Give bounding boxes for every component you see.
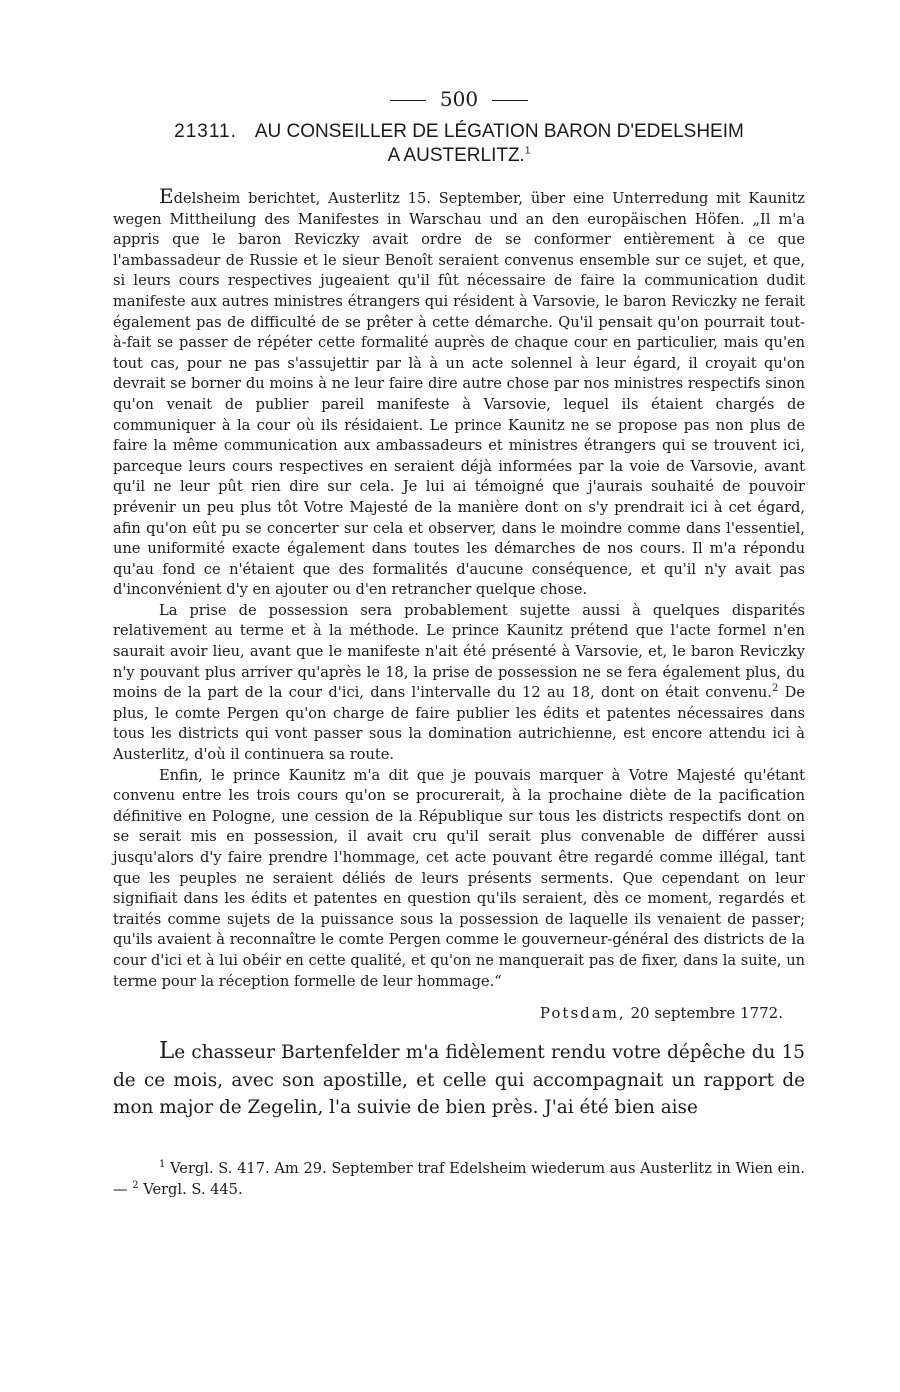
page-number-line [113,84,805,114]
letter-dropcap: L [159,1038,175,1065]
abstract-dropcap: E [159,184,174,208]
abstract-paragraph-3-text: Enfin, le prince Kaunitz m'a dit que je pouvais marquer à Votre Majesté qu'étant convenu entre les trois cours qu'on se procurerait, à la prochaine diète de la pacification définitive en Pologne, une cession de la République sur tous les districts respectifs dont on se serait mis en possession, il avait cru qu'il serait plus convenable de différer aussi jusqu'alors d'y faire prendre l'hommage, cet acte pouvant être regardé comme illégal, tant que les peuples ne seraient déliés de leurs présents serments. Que cependant on leur signifiait dans les édits et patentes en question qu'ils seraient, dès ce moment, regardés et traités comme sujets de la puissance sous la possession de laquelle ils venaient de passer; qu'ils avaient à reconnaître le comte Pergen comme le gouverneur-général des districts de la cour d'ici et à lui obéir en cette qualité, et qu'on ne manquerait pas de fixer, dans la suite, un terme pour la réception formelle de leur hommage.“ [113,766,805,990]
footnote-2-mark: 2 [132,1179,139,1191]
page-number-dash-left [390,100,426,101]
heading-title-line-2: A AUSTERLITZ. [387,145,525,166]
heading-footnote-mark: 1 [524,145,531,157]
abstract-paragraph-2-footnote-mark: 2 [771,683,779,695]
footnote-2-text: Vergl. S. 445. [143,1180,243,1198]
abstract-paragraph-2-text: La prise de possession sera probablement sujette aussi à quelques disparités relativement au terme et à la méthode. Le prince Kaunitz prétend que l'acte formel n'en saurait avoir lieu, avant que le manifeste n'ait été présenté à Varsovie, et, le baron Reviczky n'y pouvant plus arriver qu'après le 18, la prise de possession ne se fera également plus, du moins de la part de la cour d'ici, dans l'intervalle du 12 au 18, dont on était convenu. [113,601,805,702]
dateline-date: 20 septembre 1772. [630,1004,783,1023]
footnote-1-text: Vergl. S. 417. Am 29. September traf Edelsheim wiederum aus Austerlitz in Wien ein. — [113,1159,805,1198]
dateline-place: Potsdam, [539,1004,626,1023]
abstract-paragraph-3 [113,766,805,993]
page-number-dash-right [492,100,528,101]
heading-title-line-1: AU CONSEILLER DE LÉGATION BARON D'EDELSHEIM [254,121,744,142]
dateline [113,1002,783,1024]
document-page [113,84,805,1200]
heading-line-2 [113,144,805,168]
footnote-1-mark: 1 [159,1158,166,1170]
footnotes [113,1158,805,1200]
abstract-paragraph-2 [113,601,805,766]
letter-heading [113,120,805,168]
abstract-paragraph-1 [113,186,805,601]
letter-body-text: e chasseur Bartenfelder m'a fidèlement rendu votre dépêche du 15 de ce mois, avec son apostille, et celle qui accompagnait un rapport de mon major de Zegelin, l'a suivie de bien près. J'ai été bien aise [113,1042,805,1119]
abstract-paragraph-1-text: delsheim berichtet, Austerlitz 15. September, über eine Unterredung mit Kaunitz wegen Mittheilung des Manifestes in Warschau und an den europäischen Höfen. „Il m'a appris que le baron Reviczky avait ordre de se conformer entièrement à ce que l'ambassadeur de Russie et le sieur Benoît seraient convenus ensemble sur ce sujet, et que, si leurs cours respectives jugeaient qu'il fût nécessaire de faire la communication dudit manifeste aux autres ministres étrangers qui résident à Varsovie, le baron Reviczky ne ferait également pas de difficulté de se prêter à cette démarche. Qu'il pensait qu'on pourrait tout-à-fait se passer de répéter cette formalité auprès de chaque cour en particulier, mais qu'en tout cas, pour ne pas s'assujettir par là à un acte solennel à leur égard, il croyait qu'on devrait se borner du moins à ne leur faire dire autre chose par nos ministres respectifs sinon qu'on venait de publier pareil manifeste à Varsovie, lequel ils étaient chargés de communiquer à la cour où ils résidaient. Le prince Kaunitz ne se propose pas non plus de faire la même communication aux ambassadeurs et ministres étrangers qui se trouvent ici, parceque leurs cours respectives en seraient déjà informées par la voie de Varsovie, avant qu'il ne leur pût rien dire sur cela. Je lui ai témoigné que j'aurais souhaité de pouvoir prévenir un peu plus tôt Votre Majesté de la manière dont on s'y prendrait ici à cet égard, afin qu'on eût pu se concerter sur cela et observer, dans le moindre comme dans l'essentiel, une uniformité exacte également dans toutes les démarches de nos cours. Il m'a répondu qu'au fond ce n'étaient que des formalités d'aucune conséquence, et qu'il n'y avait pas d'inconvénient d'y en ajouter ou d'en retrancher quelque chose. [113,190,805,599]
abstract-section [113,186,805,992]
page-number: 500 [439,87,479,111]
letter-number: 21311. [174,121,237,142]
heading-line-1 [113,120,805,144]
abstract-paragraph-2-text-after: De plus, le comte Pergen qu'on charge de faire publier les édits et patentes nécessaires dans tous les districts qui vont passer sous la domination autrichienne, est encore attendu ici à Austerlitz, d'où il continuera sa route. [113,684,805,764]
letter-body [113,1038,805,1122]
